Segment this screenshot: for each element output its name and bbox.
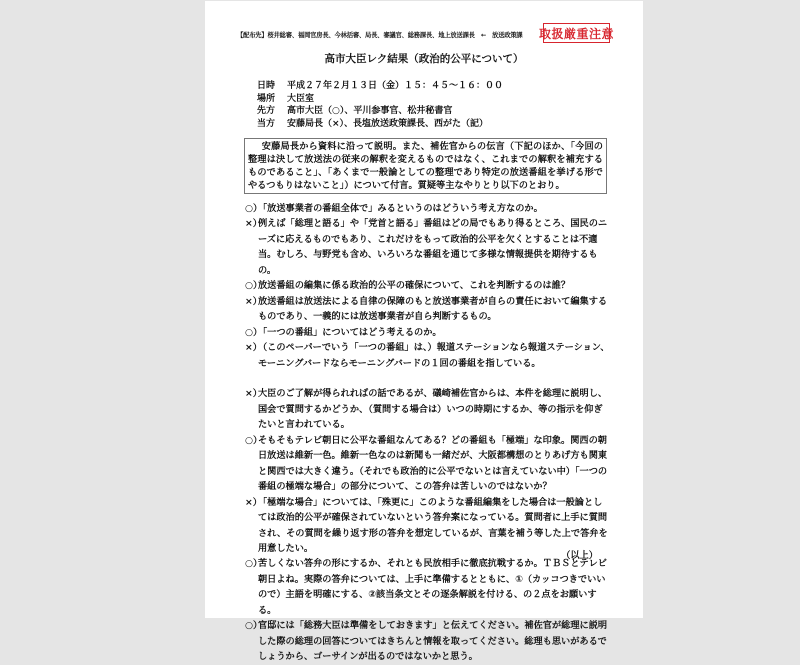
qa-item [245,556,610,618]
qa-mark: ×） [245,295,262,307]
qa-mark: ×） [245,496,262,508]
meta-value: 高市大臣（○）、平川参事官、松井秘書官 [287,106,453,116]
qa-text: 例えば「総理と語る」や「党首と語る」番組はどの局でもあり得るところ、国民のニーズに応えるものでもあり、これだけをもって政治的公平を欠くとすることは不適当。むしろ、与野党も含め、いろいろな番組を通じて多様な情報提供を期待するもの。 [258,218,608,276]
document-page [205,1,643,663]
confidential-stamp: 取扱厳重注意 [543,23,610,43]
qa-mark: ○） [245,620,263,632]
qa-item [245,433,610,495]
meta-row-place [257,93,503,106]
qa-item [245,618,610,664]
qa-text: 「放送事業者の番組全体で」みるというのはどういう考え方なのか。 [258,203,543,214]
qa-item [245,278,610,293]
qa-item [245,495,610,557]
qa-text: 苦しくない答弁の形にするか、それとも民放相手に徹底抗戦するか。ＴＢＳとテレビ朝日よね。実際の答弁については、上手に準備するとともに、①（カッコつきでいいので）主語を明確にする、②該当条文とその逐条解説を付ける、の２点をお願いする。 [258,558,607,616]
meta-value: 平成２７年２月１３日（金）１５：４５～１６：００ [287,81,504,91]
meta-key: 当方 [257,118,276,129]
qa-list [245,201,610,665]
qa-text: 「極端な場合」については、「殊更に」このような番組編集をした場合は一般論としては政治的公平が確保されていないという答弁案になっている。質問者に上手に質問され、その質問を繰り返す形の答弁を想定しているが、言葉を補う等した上で答弁を用意したい。 [258,496,608,554]
meeting-details [257,80,503,130]
document-title: 高市大臣レク結果（政治的公平について） [324,53,524,65]
meta-key: 先方 [257,106,276,116]
qa-text: 放送番組の編集に係る政治的公平の確保について、これを判断するのは誰？ [258,280,571,292]
qa-text: （このペーパーでいう「一つの番組」は、）報道ステーションなら報道ステーション、モーニングバードならモーニングバードの１回の番組を指している。 [258,342,610,369]
section-gap [245,371,610,386]
qa-text: 「一つの番組」についてはどう考えるのか。 [258,326,442,338]
closing-mark: （以上） [561,550,598,561]
qa-mark: ×） [245,388,262,400]
qa-item [245,325,610,340]
distribution-list: 【配布先】桜井総審、福岡官房長、今林括審、局長、審議官、総務課長、地上放送課長 ← 放送政策課 [237,32,523,39]
meta-key: 場所 [257,93,276,104]
qa-text: 放送番組は放送法による自律の保障のもと放送事業者が自らの責任において編集するものであり、一義的には放送事業者が自ら判断するもの。 [258,295,608,323]
qa-item [245,201,610,216]
qa-mark: ○） [245,280,263,292]
meta-row-counterpart [257,105,503,118]
meta-row-our-side [257,118,503,131]
summary-box: 安藤局長から資料に沿って説明。また、補佐官からの伝言（下記のほか、「今回の整理は決して放送法の従来の解釈を変えるものではなく、これまでの解釈を補充するものであること」、「あくまで一般論としての整理であり特定の放送番組を挙げる形でやるつもりはないこと」）について付言。質疑等主なやりとり以下のとおり。 [244,138,607,194]
qa-text: そもそもテレビ朝日に公平な番組なんてある？どの番組も「極端」な印象。関西の朝日放送は維新一色。維新一色なのは新聞も一緒だが、大阪都構想のとりあげ方も関東と関西では大きく違う。（それでも政治的に公平でないとは言えていない中）「一つの番組の極端な場合」の部分について、この答弁は苦しいのではないか？ [258,434,608,493]
qa-item [245,386,610,432]
qa-mark: ×） [245,342,262,354]
qa-mark: ○） [245,326,263,338]
qa-mark: ○） [245,203,263,214]
qa-mark: ○） [245,434,263,446]
qa-item [245,216,610,278]
meta-key: 日時 [257,81,276,91]
meta-value: 大臣室 [287,93,315,104]
meta-value: 安藤局長（×）、長塩放送政策課長、西がた（記） [287,118,489,129]
qa-item [245,340,610,371]
qa-mark: ○） [245,558,263,570]
qa-text: 官邸には「総務大臣は準備をしておきます」と伝えてください。補佐官が総理に説明した際の総理の回答についてはきちんと情報を取ってください。総理も思いがあるでしょうから、ゴーサインが出るのではないかと思う。 [258,620,608,663]
qa-text: 大臣のご了解が得られればの話であるが、礒崎補佐官からは、本件を総理に説明し、国会で質問するかどうか、（質問する場合は）いつの時期にするか、等の指示を仰ぎたいと言われている。 [258,388,608,431]
meta-row-datetime [257,80,503,93]
qa-item [245,294,610,325]
qa-mark: ×） [245,218,262,230]
